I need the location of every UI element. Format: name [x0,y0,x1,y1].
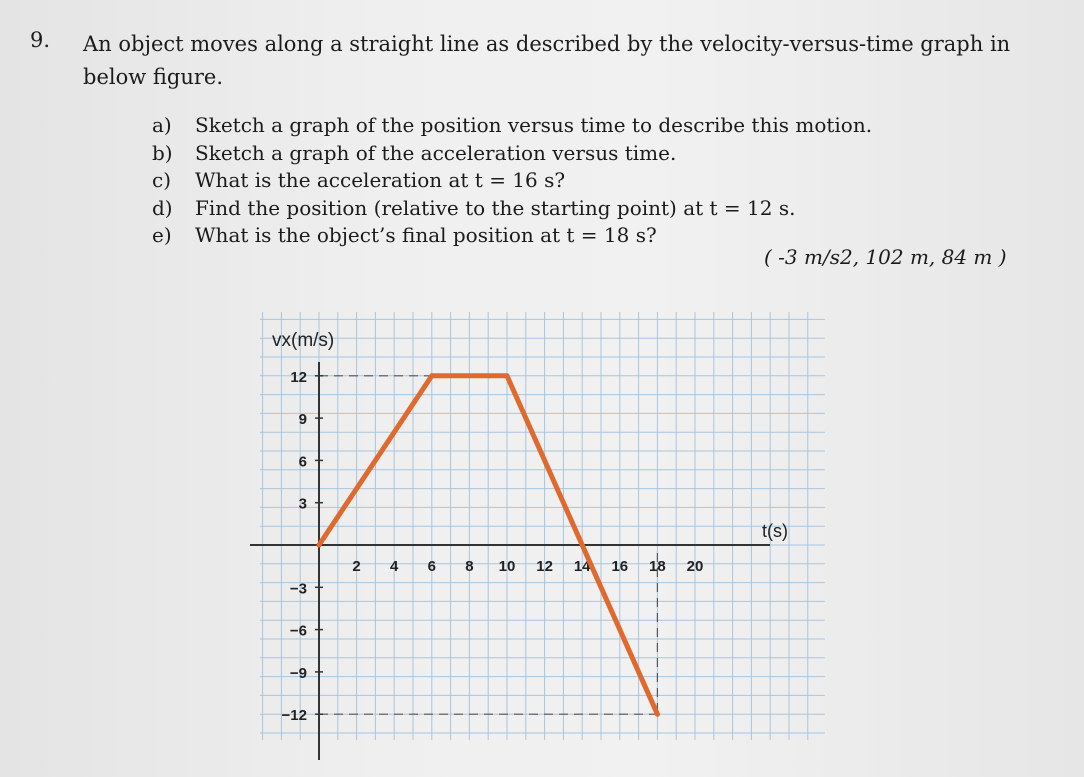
x-tick-label: 18 [649,558,666,575]
x-tick-label: 14 [573,558,591,575]
velocity-time-graph [250,300,830,760]
x-tick-label: 10 [498,558,516,575]
part-c [152,167,872,195]
y-tick-label: −6 [289,622,307,640]
part-text: What is the object’s final position at t = 18 s? [195,223,657,247]
part-a [152,112,872,140]
data-point [655,712,660,717]
part-text: Find the position (relative to the starting point) at t = 12 s. [195,195,796,220]
y-tick-label: −12 [281,707,307,725]
part-label: d) [152,195,173,220]
y-axis-label: vx(m/s) [272,330,335,351]
x-tick-label: 16 [611,558,629,575]
part-text: What is the acceleration at t = 16 s? [195,168,566,192]
part-label: e) [152,223,172,247]
data-point [429,373,434,378]
answer-key: ( -3 m/s2, 102 m, 84 m ) [764,245,1007,269]
x-tick-label: 12 [536,558,553,575]
x-tick-label: 6 [427,558,436,575]
part-b [152,140,872,168]
x-tick-label: 4 [390,558,399,575]
y-tick-label: 12 [290,368,307,386]
x-tick-label: 8 [465,558,474,575]
part-label: c) [152,168,172,192]
question-text: An object moves along a straight line as described by the velocity-versus-time graph in below figure. [83,32,1011,89]
question-number: 9. [30,28,51,52]
x-tick-label: 2 [352,558,361,575]
part-text: Sketch a graph of the acceleration versus time. [195,140,677,165]
part-label: b) [152,140,173,165]
y-tick-label: 9 [298,411,307,429]
x-axis-label: t(s) [762,521,788,541]
y-tick-label: 6 [298,453,307,471]
part-d [152,195,872,223]
y-tick-label: 3 [298,495,307,513]
parts-list [152,112,872,250]
y-tick-label: −9 [289,664,307,682]
data-point [505,373,510,378]
part-label: a) [152,113,172,137]
y-tick-label: −3 [289,580,307,598]
part-text: Sketch a graph of the position versus time to describe this motion. [195,113,873,137]
data-point [317,543,322,548]
x-tick-label: 20 [686,558,704,575]
